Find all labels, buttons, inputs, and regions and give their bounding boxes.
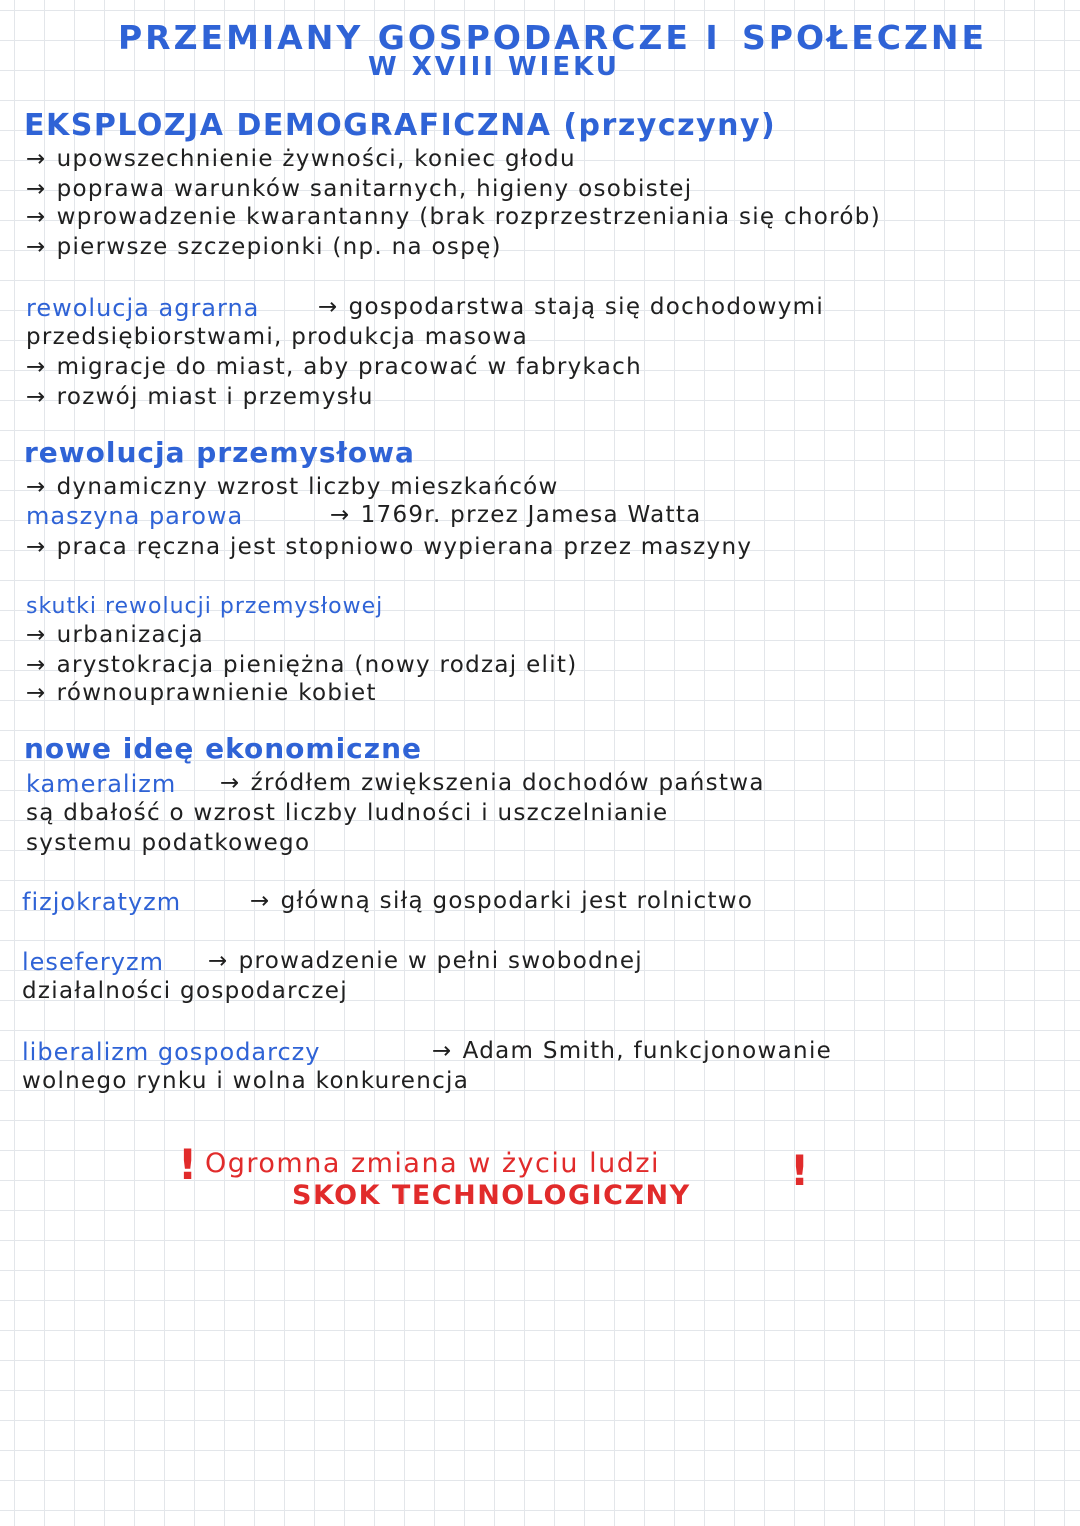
agrarian-heading: rewolucja agrarna [26,294,260,322]
cameralism-text-cont: systemu podatkowego [26,830,311,856]
laissez-faire-term: leseferyzm [22,948,164,976]
agrarian-item: → rozwój miast i przemysłu [26,384,374,410]
arrow-icon: → [330,502,351,528]
arrow-icon: → [26,680,47,706]
demography-item: → upowszechnienie żywności, koniec głodu [26,146,576,172]
arrow-icon: → [26,652,47,678]
effects-item: → arystokracja pieniężna (nowy rodzaj elit) [26,652,578,678]
arrow-icon: → [26,534,47,560]
industrial-heading: rewolucja przemysłowa [24,436,415,469]
liberalism-term: liberalizm gospodarczy [22,1038,321,1066]
steam-engine-label: maszyna parowa [26,502,244,530]
physiocracy-term: fizjokratyzm [22,888,182,916]
agrarian-item: → migracje do miast, aby pracować w fabrykach [26,354,642,380]
final-note-emphasis: SKOK TECHNOLOGICZNY [292,1180,691,1211]
laissez-faire-text-cont: działalności gospodarczej [22,978,348,1004]
arrow-icon: → [26,474,47,500]
liberalism-text: → Adam Smith, funkcjonowanie [432,1038,833,1064]
demography-item: → wprowadzenie kwarantanny (brak rozprzestrzeniania się chorób) [26,204,881,230]
arrow-icon: → [26,354,47,380]
page-subtitle: W XVIII WIEKU [368,52,620,82]
exclamation-icon-right: ! [790,1146,810,1195]
arrow-icon: → [26,146,47,172]
page-title-right: SPOŁECZNE [742,18,988,57]
agrarian-text: → gospodarstwa stają się dochodowymi [318,294,825,320]
agrarian-text-cont: przedsiębiorstwami, produkcja masowa [26,324,529,350]
effects-item: → równouprawnienie kobiet [26,680,377,706]
arrow-icon: → [432,1038,453,1064]
arrow-icon: → [26,176,47,202]
demography-heading: EKSPLOZJA DEMOGRAFICZNA (przyczyny) [24,108,777,143]
demography-item: → pierwsze szczepionki (np. na ospę) [26,234,502,260]
cameralism-text: → źródłem zwiększenia dochodów państwa [220,770,765,796]
liberalism-text-cont: wolnego rynku i wolna konkurencja [22,1068,470,1094]
page-title: PRZEMIANY GOSPODARCZE I [118,18,721,57]
steam-engine-text: → 1769r. przez Jamesa Watta [330,502,702,528]
demography-item: → poprawa warunków sanitarnych, higieny osobistej [26,176,693,202]
cameralism-term: kameralizm [26,770,177,798]
effects-item: → urbanizacja [26,622,204,648]
arrow-icon: → [250,888,271,914]
arrow-icon: → [26,204,47,230]
industrial-item: → dynamiczny wzrost liczby mieszkańców [26,474,559,500]
arrow-icon: → [208,948,229,974]
cameralism-text-cont: są dbałość o wzrost liczby ludności i uszczelnianie [26,800,669,826]
arrow-icon: → [318,294,339,320]
laissez-faire-text: → prowadzenie w pełni swobodnej [208,948,643,974]
arrow-icon: → [26,234,47,260]
ideas-heading: nowe ideę ekonomiczne [24,732,423,765]
industrial-item: → praca ręczna jest stopniowo wypierana przez maszyny [26,534,753,560]
arrow-icon: → [26,384,47,410]
effects-heading: skutki rewolucji przemysłowej [26,594,384,619]
final-note: Ogromna zmiana w życiu ludzi [205,1148,661,1179]
arrow-icon: → [26,622,47,648]
arrow-icon: → [220,770,241,796]
exclamation-icon-left: ! [178,1140,198,1189]
physiocracy-text: → główną siłą gospodarki jest rolnictwo [250,888,754,914]
